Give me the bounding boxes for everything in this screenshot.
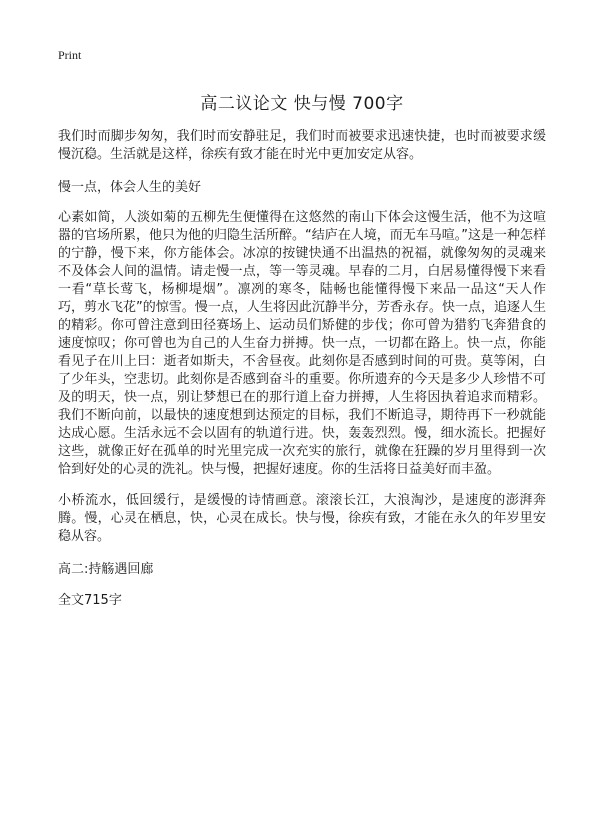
section-heading: 慢一点，体会人生的美好	[58, 180, 202, 195]
page-title: 高二议论文 快与慢 700字	[200, 94, 404, 114]
body-paragraph: 心素如简，人淡如菊的五柳先生便懂得在这悠然的南山下体会这慢生活，他不为这喧嚣的官场所累，他只为他的归隐生活所醉。“结庐在人境，而无车马喧。”这是一种怎样的宁静，慢下来，你方能体会。冰凉的按键快通不出温热的祝福，就像匆匆的灵魂来不及体会人间的温情。请走慢一点，等一等灵魂。早春的二月，白居易懂得慢下来看一看“草长莺飞，杨柳堤烟”。凛冽的寒冬，陆畅也能懂得慢下来品一品这“天人作巧，剪水飞花”的惊雪。慢一点，人生将因此沉静半分，芳香永存。快一点，追逐人生的精彩。你可曾注意到田径赛场上、运动员们矫健的步伐；你可曾为猎豹飞奔猎食的速度惊叹；你可曾也为自己的人生奋力拼搏。快一点，一切都在路上。快一点，你能看见子在川上曰：逝者如斯夫，不舍昼夜。此刻你是否感到时间的可贵。莫等闲，白了少年头，空悲切。此刻你是否感到奋斗的重要。你所遗弃的今天是多少人珍惜不可及的明天，快一点，别让梦想已在的那行道上奋力拼搏，人生将因执着追求而精彩。我们不断向前，以最快的速度想到达预定的目标，我们不断追寻，期待再下一秒就能达成心愿。生活永远不会以固有的轨道行进。快，轰轰烈烈。慢，细水流长。把握好这些，就像正好在孤单的时光里完成一次充实的旅行，就像在狂躁的岁月里得到一次恰到好处的心灵的洗礼。快与慢，把握好速度。你的生活将日益美好而丰盈。	[58, 210, 546, 477]
word-count: 全文715字	[58, 593, 122, 608]
print-link[interactable]: Print	[58, 48, 82, 62]
author-line: 高二:持觞遇回廊	[58, 562, 154, 577]
intro-paragraph: 我们时而脚步匆匆，我们时而安静驻足，我们时而被要求迅速快捷，也时而被要求缓慢沉稳。生活就是这样，徐疾有致才能在时光中更加安定从容。	[58, 129, 546, 162]
closing-paragraph: 小桥流水，低回缓行，是缓慢的诗情画意。滚滚长江，大浪淘沙，是速度的澎湃奔腾。慢，心灵在栖息，快，心灵在成长。快与慢，徐疾有致，才能在永久的年岁里安稳从容。	[58, 493, 546, 544]
